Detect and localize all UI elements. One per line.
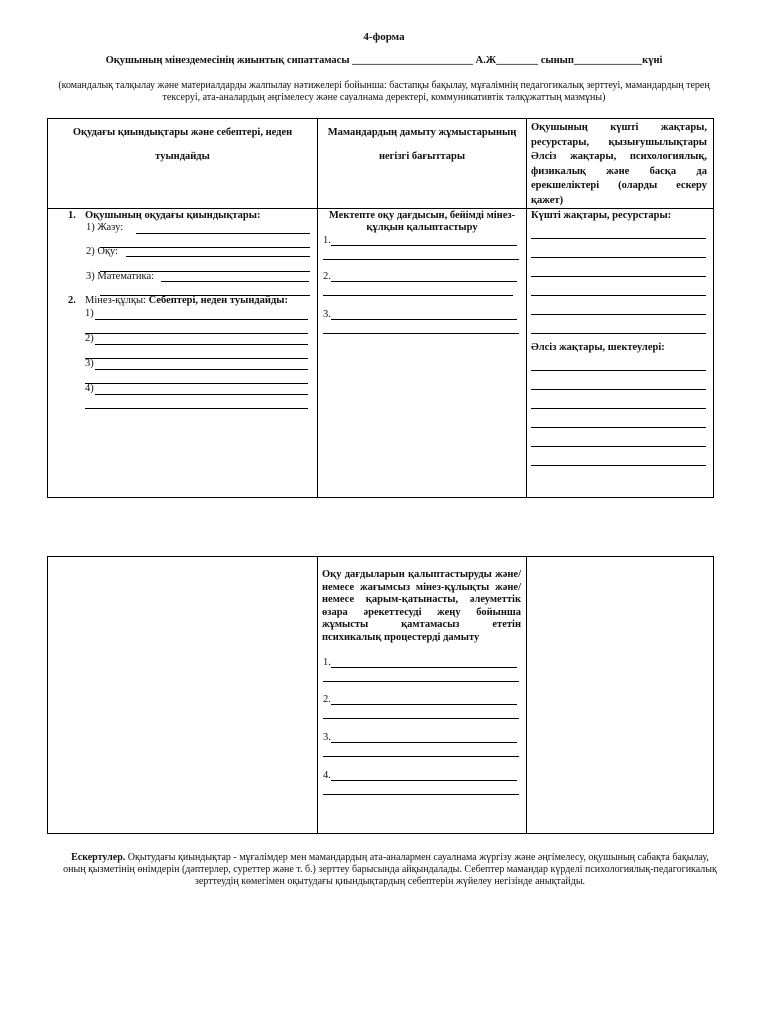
- weakness-line-2[interactable]: [531, 389, 706, 390]
- weaknesses-title: Әлсіз жақтары, шектеулері:: [531, 342, 665, 353]
- development-cell: [318, 557, 527, 834]
- direction-num-2: 2.: [323, 271, 331, 282]
- footnote-text: Оқытудағы қиындықтар - мұғалімдер мен мамандардың ата-аналармен сауалнама жүргізу және әңгімелесу, оқушының сабақта бақылау, оның қызметінің өнімдерін (дәптерлер, суреттер және т. б.) зерттеу барысында айқындалады. Себептер мамандар күрделі психологиялық-педагогикалық зерттеудің көмегімен оқытудағы қиындықтардың себептерін жүйелеу негізінде анықтайды.: [63, 852, 717, 887]
- reading-line-1[interactable]: [126, 256, 310, 257]
- development-num-4: 4.: [323, 770, 331, 781]
- math-label: 3) Математика:: [86, 271, 155, 282]
- strength-line-3[interactable]: [531, 276, 706, 277]
- development-line-3a[interactable]: [331, 742, 517, 743]
- weakness-line-6[interactable]: [531, 465, 706, 466]
- development-line-2b[interactable]: [323, 718, 519, 719]
- reading-label: 2) Оқу:: [86, 246, 119, 257]
- behavior-line-4b[interactable]: [85, 408, 308, 409]
- weakness-line-3[interactable]: [531, 408, 706, 409]
- item2-title: Себептері, неден туындайды:: [148, 295, 288, 306]
- characteristics-table: [47, 118, 714, 498]
- item1-number: 1.: [68, 210, 76, 221]
- header-strengths: Оқушының күшті жақтары, ресурстары, қызығушылықтары Әлсіз жақтары, психологиялық, физикалық және басқа да ерекшеліктері (оларды ескеру қажет): [527, 119, 714, 209]
- form-subtitle: (командалық талқылау және материалдарды жалпылау нәтижелері бойынша: бастапқы бақылау, мұғалімнің педагогикалық зерттеуі, мамандардың терең тексеруі, ата-аналардың әңгімелесу және сауалнама деректері, коммуникативтік тәлқұжаттың мазмұны): [58, 80, 710, 103]
- difficulties-cell: [48, 209, 318, 498]
- development-num-1: 1.: [323, 657, 331, 668]
- weakness-line-1[interactable]: [531, 370, 706, 371]
- directions-subtitle: Мектепте оқу дағдысын, бейімді мінез-құлқын қалыптастыру: [328, 210, 516, 233]
- strength-line-1[interactable]: [531, 238, 706, 239]
- behavior-num-3: 3): [85, 358, 94, 369]
- development-line-3b[interactable]: [323, 756, 519, 757]
- footnote: [60, 852, 720, 888]
- direction-line-1a[interactable]: [331, 245, 517, 246]
- math-line-1[interactable]: [161, 281, 309, 282]
- development-line-1b[interactable]: [323, 681, 519, 682]
- strengths-cell: [527, 209, 714, 498]
- footnote-label: Ескертулер.: [71, 852, 126, 863]
- writing-label: 1) Жазу:: [86, 222, 124, 233]
- item1-title: Оқушының оқудағы қиындықтары:: [85, 210, 261, 221]
- direction-line-2a[interactable]: [331, 281, 517, 282]
- form-title: Оқушының мінездемесінің жиынтық сипаттамасы _______________________ А.Ж________ сынып_____________күні: [105, 55, 663, 66]
- direction-line-3b[interactable]: [323, 333, 519, 334]
- behavior-num-2: 2): [85, 333, 94, 344]
- direction-num-1: 1.: [323, 235, 331, 246]
- header-directions: Мамандардың дамыту жұмыстарының негізгі бағыттары: [318, 119, 527, 209]
- development-line-4b[interactable]: [323, 794, 519, 795]
- development-line-2a[interactable]: [331, 704, 517, 705]
- writing-line-1[interactable]: [136, 233, 310, 234]
- weakness-line-4[interactable]: [531, 427, 706, 428]
- behavior-line-4a[interactable]: [95, 394, 308, 395]
- behavior-line-2b[interactable]: [85, 358, 308, 359]
- behavior-line-3a[interactable]: [95, 369, 308, 370]
- item2-number: 2.: [68, 295, 76, 306]
- direction-num-3: 3.: [323, 309, 331, 320]
- development-empty-right: [527, 557, 714, 834]
- weakness-line-5[interactable]: [531, 446, 706, 447]
- header-difficulties: Оқудағы қиындықтары және себептері, неден туындайды: [48, 119, 318, 209]
- direction-line-2b[interactable]: [323, 295, 513, 296]
- development-title: Оқу дағдыларын қалыптастыруды және/немесе жағымсыз мінез-құлықты және/немесе қарым-қатынасты, әлеуметтік өзара әрекеттесуді жеңу бойынша жұмысты қамтамасыз ететін психикалық процестерді дамыту: [322, 569, 521, 643]
- behavior-num-1: 1): [85, 308, 94, 319]
- direction-line-1b[interactable]: [323, 259, 519, 260]
- direction-line-3a[interactable]: [331, 319, 517, 320]
- strength-line-5[interactable]: [531, 314, 706, 315]
- form-number: 4-форма: [363, 31, 405, 43]
- writing-line-2[interactable]: [100, 247, 310, 248]
- development-line-1a[interactable]: [331, 667, 517, 668]
- development-num-3: 3.: [323, 732, 331, 743]
- development-line-4a[interactable]: [331, 780, 517, 781]
- strength-line-4[interactable]: [531, 295, 706, 296]
- behavior-line-1a[interactable]: [95, 319, 308, 320]
- strength-line-6[interactable]: [531, 333, 706, 334]
- behavior-num-4: 4): [85, 383, 94, 394]
- development-table: [47, 556, 714, 834]
- strength-line-2[interactable]: [531, 257, 706, 258]
- behavior-line-1b[interactable]: [85, 333, 308, 334]
- directions-cell: [318, 209, 527, 498]
- item2-line: [85, 295, 288, 306]
- development-empty-left: [48, 557, 318, 834]
- behavior-line-3b[interactable]: [85, 383, 308, 384]
- behavior-line-2a[interactable]: [95, 344, 308, 345]
- development-num-2: 2.: [323, 694, 331, 705]
- behavior-label: Мінез-құлқы:: [85, 295, 149, 306]
- strengths-title: Күшті жақтары, ресурстары:: [531, 210, 672, 221]
